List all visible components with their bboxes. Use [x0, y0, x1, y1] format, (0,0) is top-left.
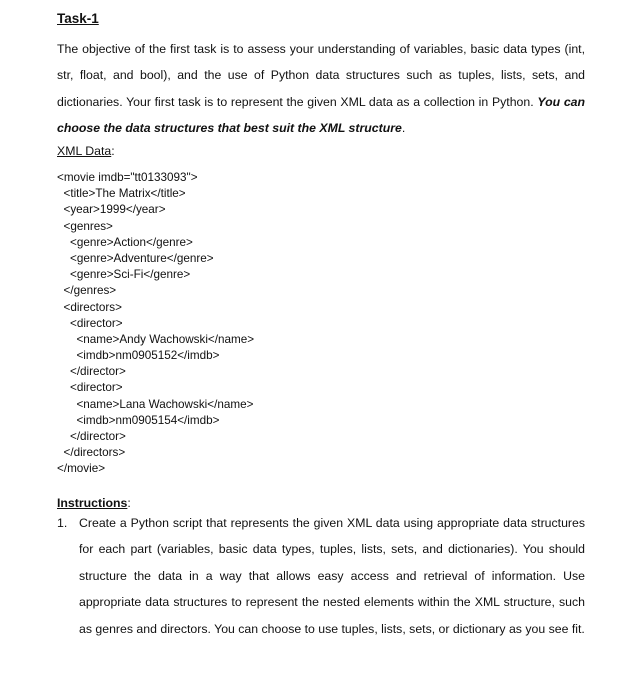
intro-emphasis: You can choose the data structures that best suit the XML structure	[57, 94, 586, 136]
instruction-number: 1.	[57, 516, 68, 530]
xml-line: <director>	[57, 381, 123, 395]
xml-line: <genre>Action</genre>	[57, 235, 193, 249]
instructions-label-text: Instructions	[57, 496, 128, 510]
xml-line: <genre>Sci-Fi</genre>	[57, 268, 191, 282]
xml-line: <name>Lana Wachowski</name>	[57, 397, 254, 411]
intro-paragraph	[57, 36, 585, 142]
xml-code-block	[57, 170, 254, 478]
instructions-label-suffix: :	[127, 496, 131, 510]
xml-line: <movie imdb="tt0133093">	[57, 171, 198, 184]
xml-line: <genres>	[57, 219, 113, 233]
xml-data-label	[57, 142, 115, 160]
instructions-list	[57, 510, 585, 642]
xml-line: </directors>	[57, 446, 126, 460]
instruction-item	[57, 510, 585, 642]
xml-line: <imdb>nm0905152</imdb>	[57, 349, 220, 363]
xml-line: </genres>	[57, 284, 117, 298]
xml-line: <year>1999</year>	[57, 203, 166, 217]
task-intro	[57, 36, 585, 142]
xml-line: <director>	[57, 316, 123, 330]
xml-line: <name>Andy Wachowski</name>	[57, 332, 255, 346]
xml-label-suffix: :	[111, 144, 115, 158]
xml-line: <title>The Matrix</title>	[57, 187, 186, 201]
xml-label-text: XML Data	[57, 144, 112, 158]
instruction-text: Create a Python script that represents the given XML data using appropriate data structures for each part (variables, basic data types, tuples, lists, sets, and dictionaries). You should structure the data in a way that allows easy access and retrieval of information. Use appropriate data structures to represent the nested elements within the XML structure, such as genres and directors. You can choose to use tuples, lists, sets, or dictionary as you see fit.	[79, 516, 585, 636]
xml-line: <directors>	[57, 300, 122, 314]
intro-emphasis-end: .	[401, 121, 406, 136]
xml-line: </movie>	[57, 462, 106, 476]
xml-line: </director>	[57, 430, 126, 443]
intro-text: The objective of the first task is to assess your understanding of variables, basic data types (int, str, float, and bool), and the use of Python data structures such as tuples, lists, sets, and dictionaries. Your first task is to represent the given XML data as a collection in Python.	[57, 42, 585, 109]
xml-line: <imdb>nm0905154</imdb>	[57, 413, 220, 427]
task-heading: Task-1	[57, 11, 99, 26]
xml-line: </director>	[57, 365, 126, 379]
xml-line: <genre>Adventure</genre>	[57, 251, 214, 265]
